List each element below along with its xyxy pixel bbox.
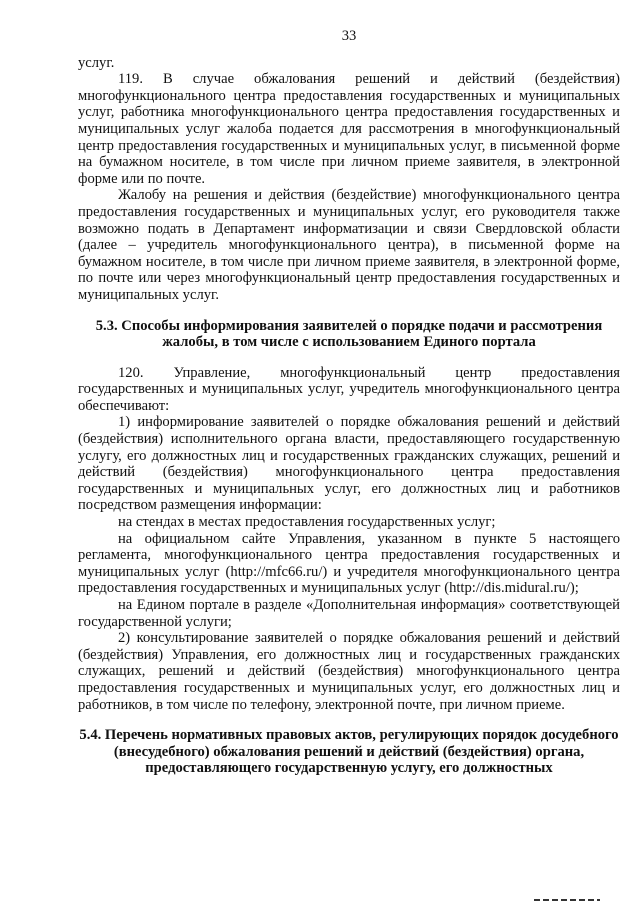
paragraph-official-site: на официальном сайте Управления, указанном в пункте 5 настоящего регламента, многофункционального центра предоставления государственных и муниципальных услуг (http://mfc66.ru/) и учредителя многофункционального центра предоставления государственных и муниципальных услуг (http://dis.midural.ru/);: [78, 530, 620, 597]
document-page: [78, 28, 620, 791]
paragraph-120: 120. Управление, многофункциональный центр предоставления государственных и муниципальных услуг, учредитель многофункционального центра обеспечивают:: [78, 364, 620, 414]
paragraph-unified-portal: на Едином портале в разделе «Дополнительная информация» соответствующей государственной услуги;: [78, 597, 620, 630]
page-number: 33: [341, 28, 357, 44]
paragraph-item-2: 2) консультирование заявителей о порядке обжалования решений и действий (бездействия) Управления, его должностных лиц и государственных гражданских служащих, решений и действий (бездействия) многофункционального центра предоставления государственных и муниципальных услуг, его должностных лиц и работников, в том числе по телефону, электронной почте, при личном приеме.: [78, 630, 620, 713]
paragraph-complaint-dept: Жалобу на решения и действия (бездействие) многофункционального центра предоставления государственных и муниципальных услуг, его руководителя также возможно подать в Департамент информатизации и связи Свердловской области (далее – учредитель многофункционального центра), в письменной форме на бумажном носителе, в том числе при личном приеме заявителя, в электронной форме, по почте или через многофункциональный центр предоставления государственных и муниципальных услуг.: [78, 187, 620, 303]
paragraph-stands: на стендах в местах предоставления государственных услуг;: [118, 514, 496, 531]
section-heading-5-4: 5.4. Перечень нормативных правовых актов, регулирующих порядок досудебного (внесудебного) обжалования решений и действий (бездействия) органа, предоставляющего государственную услугу, его должностных: [79, 727, 619, 777]
section-before: [78, 55, 620, 304]
paragraph-continuation: услуг.: [78, 54, 115, 71]
section-5-3-body: [78, 365, 620, 713]
paragraph-119: 119. В случае обжалования решений и действий (бездействия) многофункционального центра предоставления государственных и муниципальных услуг, работника многофункционального центра предоставления государственных и муниципальных услуг жалоба подается для рассмотрения в многофункциональный центр предоставления государственных и муниципальных услуг, в письменной форме на бумажном носителе, в том числе при личном приеме заявителя, в электронной форме или по почте.: [78, 71, 620, 187]
section-heading-5-3: 5.3. Способы информирования заявителей о порядке подачи и рассмотрения жалобы, в том числе с использованием Единого портала: [95, 317, 603, 351]
page-edge-mark: [534, 899, 600, 901]
paragraph-item-1: 1) информирование заявителей о порядке обжалования решений и действий (бездействия) исполнительного органа власти, предоставляющего государственную услугу, его должностных лиц и государственных гражданских служащих, решений и действий (бездействия) многофункционального центра предоставления государственных и муниципальных услуг, его должностных лиц и работников посредством размещения информации:: [78, 414, 620, 514]
